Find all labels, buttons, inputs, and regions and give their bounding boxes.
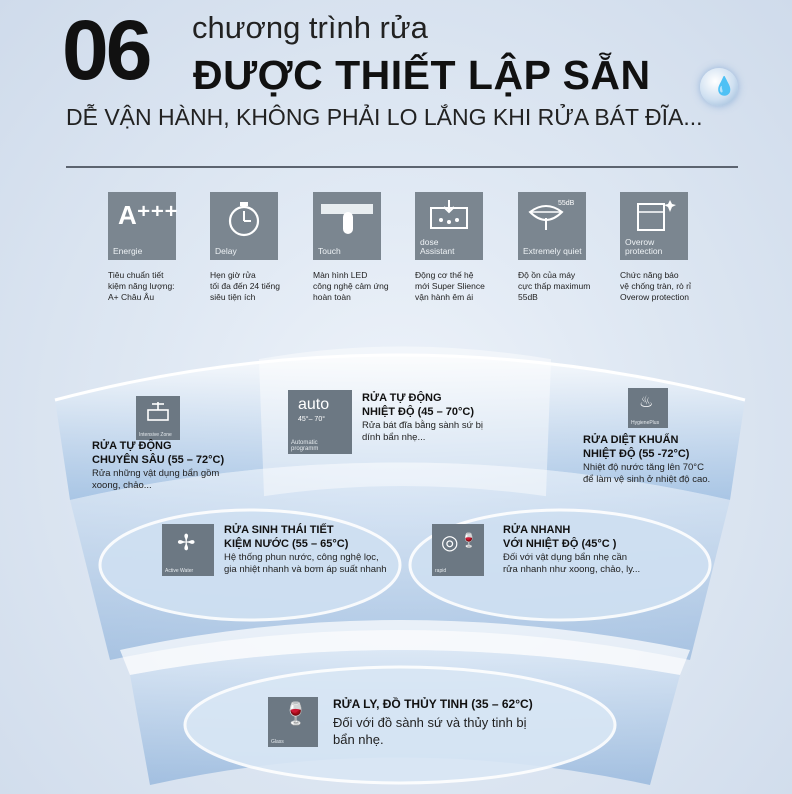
feature-caption: Touch xyxy=(318,246,341,257)
mode-intensive: RỬA TỰ ĐỘNG CHUYÊN SÂU (55 – 72°C) Rửa những vật dụng bẩn gồm xoong, chảo... xyxy=(92,440,225,491)
timer-icon xyxy=(210,192,278,260)
headline-line-1: chương trình rửa xyxy=(192,10,428,45)
glass-icon: 🍷 Glass xyxy=(268,697,318,747)
feature-caption: dose Assistant xyxy=(420,237,455,257)
water-drop-icon: 💧 xyxy=(700,68,738,106)
mode-eco: RỬA SINH THÁI TIẾT KIỆM NƯỚC (55 – 65°C) Hệ thống phun nước, công nghệ lọc, gia nhiệt nhanh và bơm áp suất nhanh xyxy=(224,524,387,575)
mode-auto: RỬA TỰ ĐỘNG NHIỆT ĐỘ (45 – 70°C) Rửa bát đĩa bằng sành sứ bị dính bẩn nhẹ... xyxy=(362,392,483,443)
mode-quick: RỬA NHANH VỚI NHIỆT ĐỘ (45°C ) Đối với vật dụng bẩn nhẹ cần rửa nhanh như xoong, chảo, ly... xyxy=(503,524,641,575)
overflow-protection-icon xyxy=(620,192,688,260)
intensive-zone-icon xyxy=(136,396,180,440)
feature-caption: Energie xyxy=(113,246,143,257)
energy-rating-icon xyxy=(108,192,176,260)
mode-hygiene: RỬA DIỆT KHUẨN NHIỆT ĐỘ (55 -72°C) Nhiệt độ nước tăng lên 70°C để làm vệ sinh ở nhiệt độ cao. xyxy=(583,434,711,485)
mode-glass: RỬA LY, ĐỒ THỦY TINH (35 – 62°C) Đối với đồ sành sứ và thủy tinh bị bẩn nhẹ. xyxy=(333,697,533,747)
hygiene-plus-icon: ♨ HygienePlus xyxy=(628,388,668,428)
active-water-icon: ✢ Active Water xyxy=(162,524,214,576)
program-count: 06 xyxy=(62,3,150,97)
feature-text-dose: Động cơ thế hệ mới Super Slience vận hành êm ái xyxy=(415,270,485,303)
feature-caption: Overow protection xyxy=(625,237,663,257)
feature-text-energy: Tiêu chuẩn tiết kiệm năng lượng: A+ Châu Âu xyxy=(108,270,175,303)
feature-caption: Delay xyxy=(215,246,237,257)
feature-text-overflow: Chức năng báo vệ chống tràn, rò rỉ Overow protection xyxy=(620,270,691,303)
mode-caption: Intensive Zone xyxy=(139,432,172,438)
rapid-icon: ◎ 🍷 rapid xyxy=(432,524,484,576)
noise-level: 55dB xyxy=(558,200,575,207)
feature-text-quiet: Độ ồn của máy cực thấp maximum 55dB xyxy=(518,270,591,303)
quiet-icon xyxy=(518,192,586,260)
feature-caption: Extremely quiet xyxy=(523,246,582,257)
feature-text-delay: Hẹn giờ rửa tối đa đến 24 tiếng siêu tiện ích xyxy=(210,270,280,303)
auto-program-icon: auto 45°– 70° Automatic programm xyxy=(288,390,352,454)
touch-panel-icon xyxy=(313,192,381,260)
dose-assistant-icon xyxy=(415,192,483,260)
tagline: DỄ VẬN HÀNH, KHÔNG PHẢI LO LẮNG KHI RỬA BÁT ĐĨA... xyxy=(66,104,703,130)
headline-line-2: ĐƯỢC THIẾT LẬP SẴN xyxy=(193,52,651,98)
energy-badge: A⁺⁺⁺ xyxy=(118,200,178,230)
divider xyxy=(66,166,738,168)
feature-text-touch: Màn hình LED công nghệ cảm ứng hoàn toàn xyxy=(313,270,389,303)
